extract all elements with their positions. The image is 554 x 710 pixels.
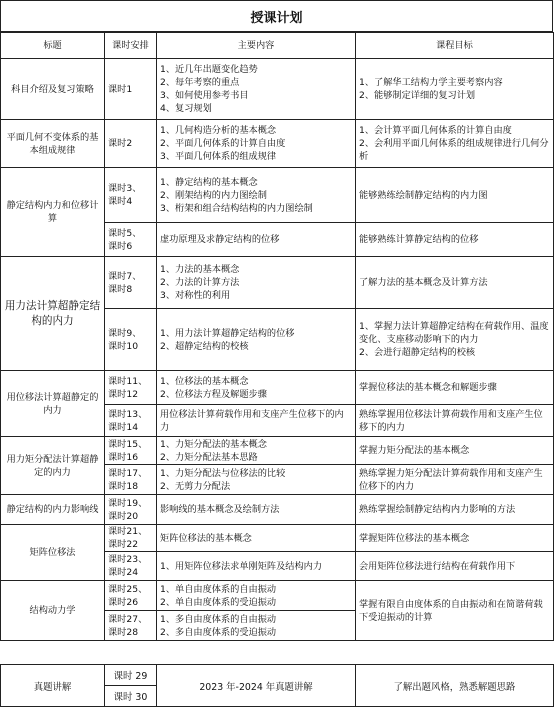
content-cell: 1、静定结构的基本概念 2、刚架结构的内力图绘制 3、桁架和组合结构结构的内力图绘制 (157, 168, 356, 223)
content-cell: 影响线的基本概念及绘制方法 (157, 495, 356, 525)
goal-cell: 会用矩阵位移法进行结构在荷载作用下 (356, 552, 554, 581)
goal-cell: 掌握位移法的基本概念和解题步骤 (356, 371, 554, 405)
content-cell: 1、力法的基本概念 2、力法的计算方法 3、对称性的利用 (157, 257, 356, 309)
hours-cell: 课时3、 课时4 (105, 168, 157, 223)
hours-cell: 课时9、 课时10 (105, 309, 157, 371)
hours-cell: 课时 30 (105, 686, 157, 707)
goal-cell: 能够熟练绘制静定结构的内力图 (356, 168, 554, 223)
subject-cell: 静定结构的内力影响线 (1, 495, 105, 525)
subject-cell: 矩阵位移法 (1, 525, 105, 581)
table-row (1, 437, 554, 465)
hours-cell: 课时7、 课时8 (105, 257, 157, 309)
content-cell: 1、多自由度体系的自由振动 2、多自由度体系的受迫振动 (157, 611, 356, 641)
hours-cell: 课时5、 课时6 (105, 223, 157, 257)
hours-cell: 课时27、 课时28 (105, 611, 157, 641)
subject-cell: 结构动力学 (1, 581, 105, 641)
content-cell: 1、近几年出题变化趋势 2、每年考察的重点 3、如何使用参考书目 4、复习规划 (157, 59, 356, 120)
content-cell: 1、单自由度体系的自由振动 2、单自由度体系的受迫振动 (157, 581, 356, 611)
table-row (1, 257, 554, 309)
goal-cell: 能够熟练计算静定结构的位移 (356, 223, 554, 257)
goal-cell: 1、会计算平面几何体系的计算自由度 2、会利用平面几何体系的组成规律进行几何分析 (356, 120, 554, 168)
hours-cell: 课时1 (105, 59, 157, 120)
table-row (1, 525, 554, 552)
content-cell: 1、位移法的基本概念 2、位移法方程及解题步骤 (157, 371, 356, 405)
hours-cell: 课时13、 课时14 (105, 405, 157, 437)
goal-cell: 掌握有限自由度体系的自由振动和在简谐荷载下受迫振动的计算 (356, 581, 554, 641)
subject-cell: 用力矩分配法计算超静定的内力 (1, 437, 105, 495)
content-cell: 1、几何构造分析的基本概念 2、平面几何体系的计算自由度 3、平面几何体系的组成规律 (157, 120, 356, 168)
goal-cell: 熟练掌握力矩分配法计算荷载作用和支座产生位移下的内力 (356, 465, 554, 495)
hours-cell: 课时17、 课时18 (105, 465, 157, 495)
hours-cell: 课时2 (105, 120, 157, 168)
subject-cell: 用力法计算超静定结构的内力 (1, 257, 105, 371)
table-row (1, 581, 554, 611)
hours-cell: 课时15、 课时16 (105, 437, 157, 465)
hours-cell: 课时21、 课时22 (105, 525, 157, 552)
table-row (1, 665, 554, 686)
content-cell: 矩阵位移法的基本概念 (157, 525, 356, 552)
lesson-plan-table (0, 32, 554, 641)
header-title: 标题 (1, 33, 105, 59)
goal-cell: 了解出题风格，熟悉解题思路 (356, 665, 554, 707)
hours-cell: 课时 29 (105, 665, 157, 686)
table-row (1, 168, 554, 223)
subject-cell: 真题讲解 (1, 665, 105, 707)
header-hours: 课时安排 (105, 33, 157, 59)
goal-cell: 掌握力矩分配法的基本概念 (356, 437, 554, 465)
hours-cell: 课时23、 课时24 (105, 552, 157, 581)
hours-cell: 课时25、 课时26 (105, 581, 157, 611)
content-cell: 1、力矩分配法的基本概念 2、力矩分配法基本思路 (157, 437, 356, 465)
header-content: 主要内容 (157, 33, 356, 59)
subject-cell: 科目介绍及复习策略 (1, 59, 105, 120)
content-cell: 用位移法计算荷载作用和支座产生位移下的内力 (157, 405, 356, 437)
hours-cell: 课时19、 课时20 (105, 495, 157, 525)
goal-cell: 熟练掌握用位移法计算荷载作用和支座产生位移下的内力 (356, 405, 554, 437)
hours-cell: 课时11、 课时12 (105, 371, 157, 405)
page-title: 授课计划 (0, 0, 553, 32)
goal-cell: 了解力法的基本概念及计算方法 (356, 257, 554, 309)
goal-cell: 1、掌握力法计算超静定结构在荷载作用、温度变化、支座移动影响下的内力 2、会进行超静定结构的校核 (356, 309, 554, 371)
header-goal: 课程目标 (356, 33, 554, 59)
table-row (1, 59, 554, 120)
exam-review-table (0, 664, 554, 707)
subject-cell: 静定结构内力和位移计算 (1, 168, 105, 257)
subject-cell: 平面几何不变体系的基本组成规律 (1, 120, 105, 168)
table-row (1, 371, 554, 405)
goal-cell: 熟练掌握绘制静定结构内力影响的方法 (356, 495, 554, 525)
content-cell: 虚功原理及求静定结构的位移 (157, 223, 356, 257)
content-cell: 1、用力法计算超静定结构的位移 2、超静定结构的校核 (157, 309, 356, 371)
goal-cell: 掌握矩阵位移法的基本概念 (356, 525, 554, 552)
subject-cell: 用位移法计算超静定的内力 (1, 371, 105, 437)
content-cell: 1、用矩阵位移法求单刚矩阵及结构内力 (157, 552, 356, 581)
content-cell: 1、力矩分配法与位移法的比较 2、无剪力分配法 (157, 465, 356, 495)
table-row (1, 120, 554, 168)
table-header-row (1, 33, 554, 59)
content-cell: 2023 年-2024 年真题讲解 (157, 665, 356, 707)
table-row (1, 495, 554, 525)
goal-cell: 1、了解华工结构力学主要考察内容 2、能够制定详细的复习计划 (356, 59, 554, 120)
